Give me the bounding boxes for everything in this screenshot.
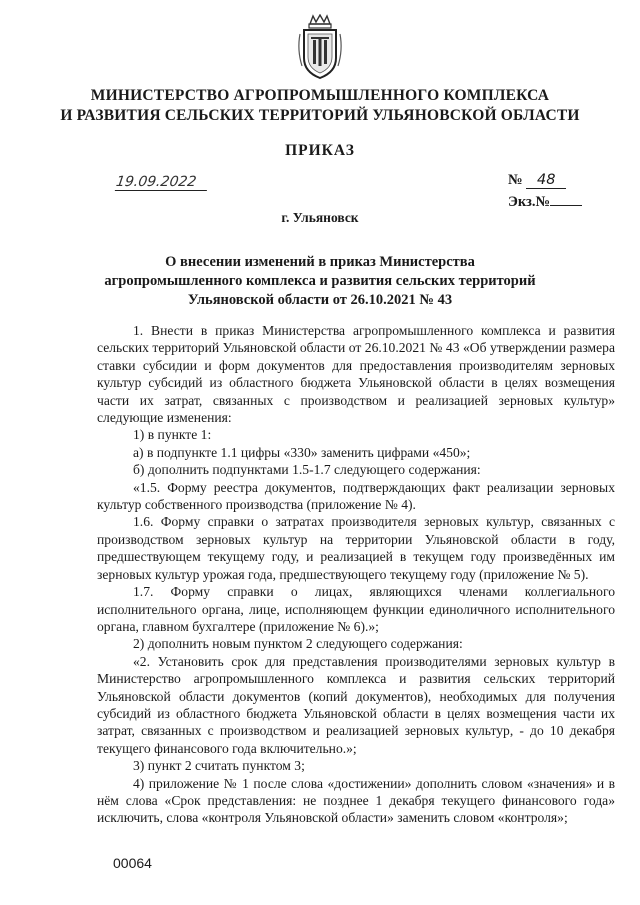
- footer-code: 00064: [113, 855, 152, 871]
- paragraph: 1.7. Форму справки о лицах, являющихся членами коллегиального исполнительного органа, лице, исполняющем функции единоличного исполнительного органа, главном бухгалтере (приложение № 6).»;: [97, 584, 615, 634]
- number-label: №: [508, 172, 523, 188]
- subject-line-3: Ульяновской области от 26.10.2021 № 43: [187, 292, 453, 308]
- paragraph: 2) дополнить новым пунктом 2 следующего содержания:: [133, 636, 463, 652]
- document-date: 19.09.2022: [115, 174, 209, 191]
- paragraph: а) в подпункте 1.1 цифры «330» заменить цифрами «450»;: [133, 444, 471, 460]
- paragraph: 1. Внести в приказ Министерства агропромышленного комплекса и развития сельских территорий Ульяновской области от 26.10.2021 № 43 «Об утверждении размера ставки субсидии и форм документов для предоставления производителям зерновых культур субсидий из областного бюджета Ульяновской области в целях возмещения части их затрат, связанных с производством и реализацией зерновых культур» следующие изменения:: [97, 323, 615, 426]
- coat-of-arms-icon: [296, 14, 344, 82]
- subject-line-1: О внесении изменений в приказ Министерства: [165, 254, 475, 270]
- city: г. Ульяновск: [281, 210, 359, 225]
- order-subject: [0, 253, 640, 310]
- ministry-name: [0, 86, 640, 126]
- paragraph: «1.5. Форму реестра документов, подтверждающих факт реализации зерновых культур собственного производства (приложение № 4).: [97, 479, 615, 513]
- ministry-line-2: И РАЗВИТИЯ СЕЛЬСКИХ ТЕРРИТОРИЙ УЛЬЯНОВСКОЙ ОБЛАСТИ: [60, 107, 580, 124]
- document-number: [508, 172, 566, 189]
- paragraph: 3) пункт 2 считать пунктом 3;: [133, 758, 305, 774]
- order-body: [97, 322, 615, 827]
- number-value: 48: [526, 172, 566, 189]
- paragraph: 4) приложение № 1 после слова «достижении» дополнить словом «значения» и в нём слова «Срок представления: не позднее 1 декабря текущего финансового года» исключить, слова «контроля Ульяновской области» заменить словом «контроля»;: [97, 775, 615, 826]
- paragraph: 1) в пункте 1:: [133, 427, 212, 443]
- paragraph: 1.6. Форму справки о затратах производителя зерновых культур, связанных с производством зерновых культур на территории Ульяновской области в году, предшествующем текущему году, и реализацией в текущем году произведённых им зерновых культур урожая года, предшествующего текущему году (приложение № 5).: [97, 514, 615, 582]
- subject-line-2: агропромышленного комплекса и развития сельских территорий: [104, 273, 536, 289]
- copy-blank: [550, 193, 582, 206]
- paragraph: б) дополнить подпунктами 1.5-1.7 следующего содержания:: [133, 462, 481, 478]
- copy-label: Экз.№: [508, 194, 551, 210]
- document-type: ПРИКАЗ: [285, 142, 355, 159]
- copy-number: [508, 193, 582, 211]
- paragraph: «2. Установить срок для представления производителями зерновых культур в Министерство агропромышленного комплекса и развития сельских территорий Ульяновской области документов (копий документов), необходимых для получения субсидий из областного бюджета Ульяновской области в целях возмещения части их затрат, связанных с производством и реализацией зерновых культур, - до 10 декабря текущего финансового года включительно.»;: [97, 653, 615, 756]
- ministry-line-1: МИНИСТЕРСТВО АГРОПРОМЫШЛЕННОГО КОМПЛЕКСА: [90, 87, 550, 104]
